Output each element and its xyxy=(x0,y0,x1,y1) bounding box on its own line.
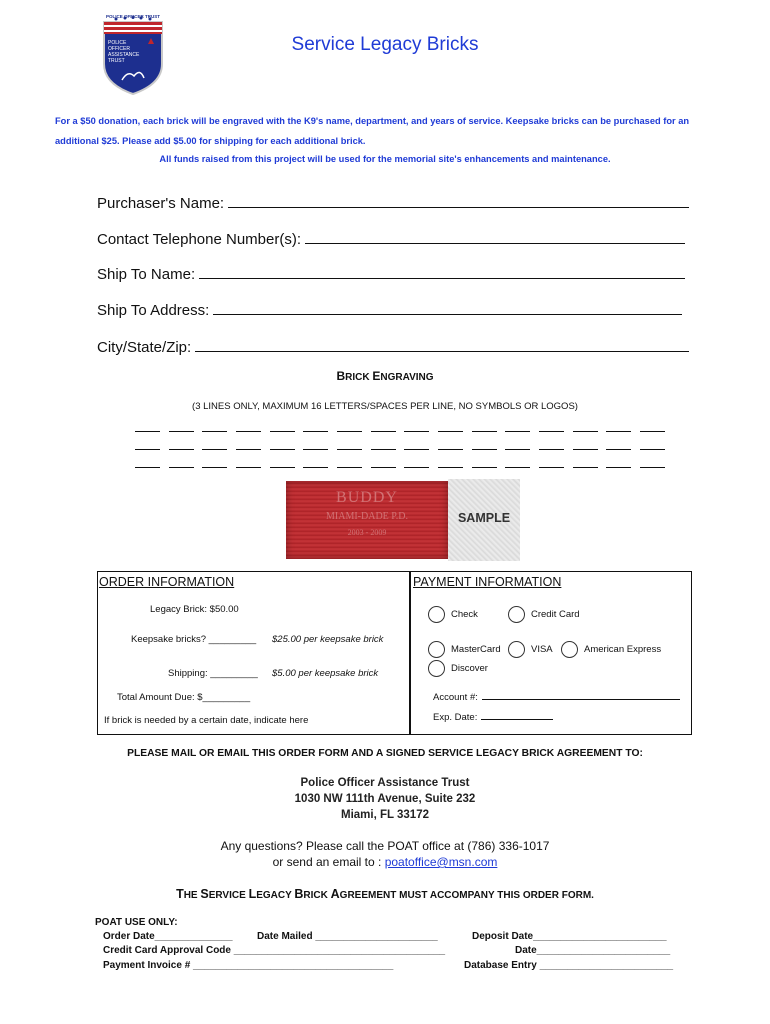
engraving-line-2[interactable] xyxy=(135,441,665,451)
address-city: Miami, FL 33172 xyxy=(341,809,429,821)
ship-to-address-field[interactable]: Ship To Address: xyxy=(97,300,682,319)
order-date-field[interactable]: Order Date______________ xyxy=(103,931,233,942)
brick-engraving-heading: BRICK ENGRAVING xyxy=(336,369,434,383)
keepsake-price: $25.00 per keepsake brick xyxy=(272,634,384,645)
poat-use-heading: POAT USE ONLY: xyxy=(95,917,178,928)
address-street: 1030 NW 111th Avenue, Suite 232 xyxy=(294,793,476,805)
credit-card-radio[interactable] xyxy=(508,606,525,623)
email-link[interactable]: poatoffice@msn.com xyxy=(384,855,498,869)
payment-invoice-field[interactable]: Payment Invoice # ____________________________________ xyxy=(103,960,394,971)
date-mailed-field[interactable]: Date Mailed ______________________ xyxy=(257,931,438,942)
address-org: Police Officer Assistance Trust xyxy=(300,777,470,789)
shipping-field[interactable]: Shipping: _________ xyxy=(168,668,258,679)
total-amount-field[interactable]: Total Amount Due: $_________ xyxy=(117,692,251,703)
check-radio[interactable] xyxy=(428,606,445,623)
funds-note: All funds raised from this project will be used for the memorial site's enhancements and maintenance. xyxy=(159,154,611,164)
engraving-line-1[interactable] xyxy=(135,423,665,433)
shipping-price: $5.00 per keepsake brick xyxy=(272,668,379,679)
credit-card-option[interactable]: Credit Card xyxy=(508,606,580,623)
logo-top-text: POLICE OFFICER TRUST xyxy=(106,14,160,19)
ship-to-name-field[interactable]: Ship To Name: xyxy=(97,264,685,283)
cc-approval-code-field[interactable]: Credit Card Approval Code ______________________________________ xyxy=(103,945,446,956)
amex-radio[interactable] xyxy=(561,641,578,658)
mastercard-radio[interactable] xyxy=(428,641,445,658)
visa-option[interactable]: VISA xyxy=(508,641,553,658)
visa-radio[interactable] xyxy=(508,641,525,658)
exp-date-field[interactable]: Exp. Date: xyxy=(433,709,553,723)
mail-instruction: PLEASE MAIL OR EMAIL THIS ORDER FORM AND A SIGNED SERVICE LEGACY BRICK AGREEMENT TO: xyxy=(127,748,643,759)
account-number-field[interactable]: Account #: xyxy=(433,689,680,703)
mastercard-option[interactable]: MasterCard xyxy=(428,641,501,658)
sample-label-image: SAMPLE xyxy=(448,479,520,561)
keepsake-bricks-field[interactable]: Keepsake bricks? _________ xyxy=(131,634,257,645)
check-option[interactable]: Check xyxy=(428,606,478,623)
page-title: Service Legacy Bricks xyxy=(291,34,479,55)
legacy-brick-price: Legacy Brick: $50.00 xyxy=(150,604,239,615)
discover-radio[interactable] xyxy=(428,660,445,677)
agreement-notice: THE SERVICE LEGACY BRICK AGREEMENT MUST ACCOMPANY THIS ORDER FORM. xyxy=(176,887,594,901)
sample-brick-image: BUDDY MIAMI-DADE P.D. 2003 - 2009 xyxy=(286,481,448,559)
deposit-date-field[interactable]: Deposit Date________________________ xyxy=(472,931,667,942)
questions-email-line: or send an email to : poatoffice@msn.com xyxy=(272,855,498,869)
engraving-note: (3 LINES ONLY, MAXIMUM 16 LETTERS/SPACES PER LINE, NO SYMBOLS OR LOGOS) xyxy=(192,401,578,412)
database-entry-field[interactable]: Database Entry ________________________ xyxy=(464,960,674,971)
intro-text: For a $50 donation, each brick will be engraved with the K9's name, department, and years of service. Keepsake bricks can be purchased for an additional $25. Please add $5.00 for shipping for each additional brick. xyxy=(55,116,690,146)
purchaser-name-field[interactable]: Purchaser's Name: xyxy=(97,193,689,212)
logo-text: POLICE OFFICER ASSISTANCE TRUST xyxy=(108,40,140,64)
date-needed-note: If brick is needed by a certain date, indicate here xyxy=(104,715,309,726)
payment-information-heading: PAYMENT INFORMATION xyxy=(413,575,562,589)
engraving-line-3[interactable] xyxy=(135,459,665,469)
order-information-heading: ORDER INFORMATION xyxy=(99,575,235,589)
amex-option[interactable]: American Express xyxy=(561,641,661,658)
date-field[interactable]: Date________________________ xyxy=(515,945,671,956)
city-state-zip-field[interactable]: City/State/Zip: xyxy=(97,337,689,356)
contact-phone-field[interactable]: Contact Telephone Number(s): xyxy=(97,229,685,248)
discover-option[interactable]: Discover xyxy=(428,660,488,677)
questions-phone: Any questions? Please call the POAT office at (786) 336-1017 xyxy=(220,839,550,853)
order-information-box xyxy=(97,571,411,735)
